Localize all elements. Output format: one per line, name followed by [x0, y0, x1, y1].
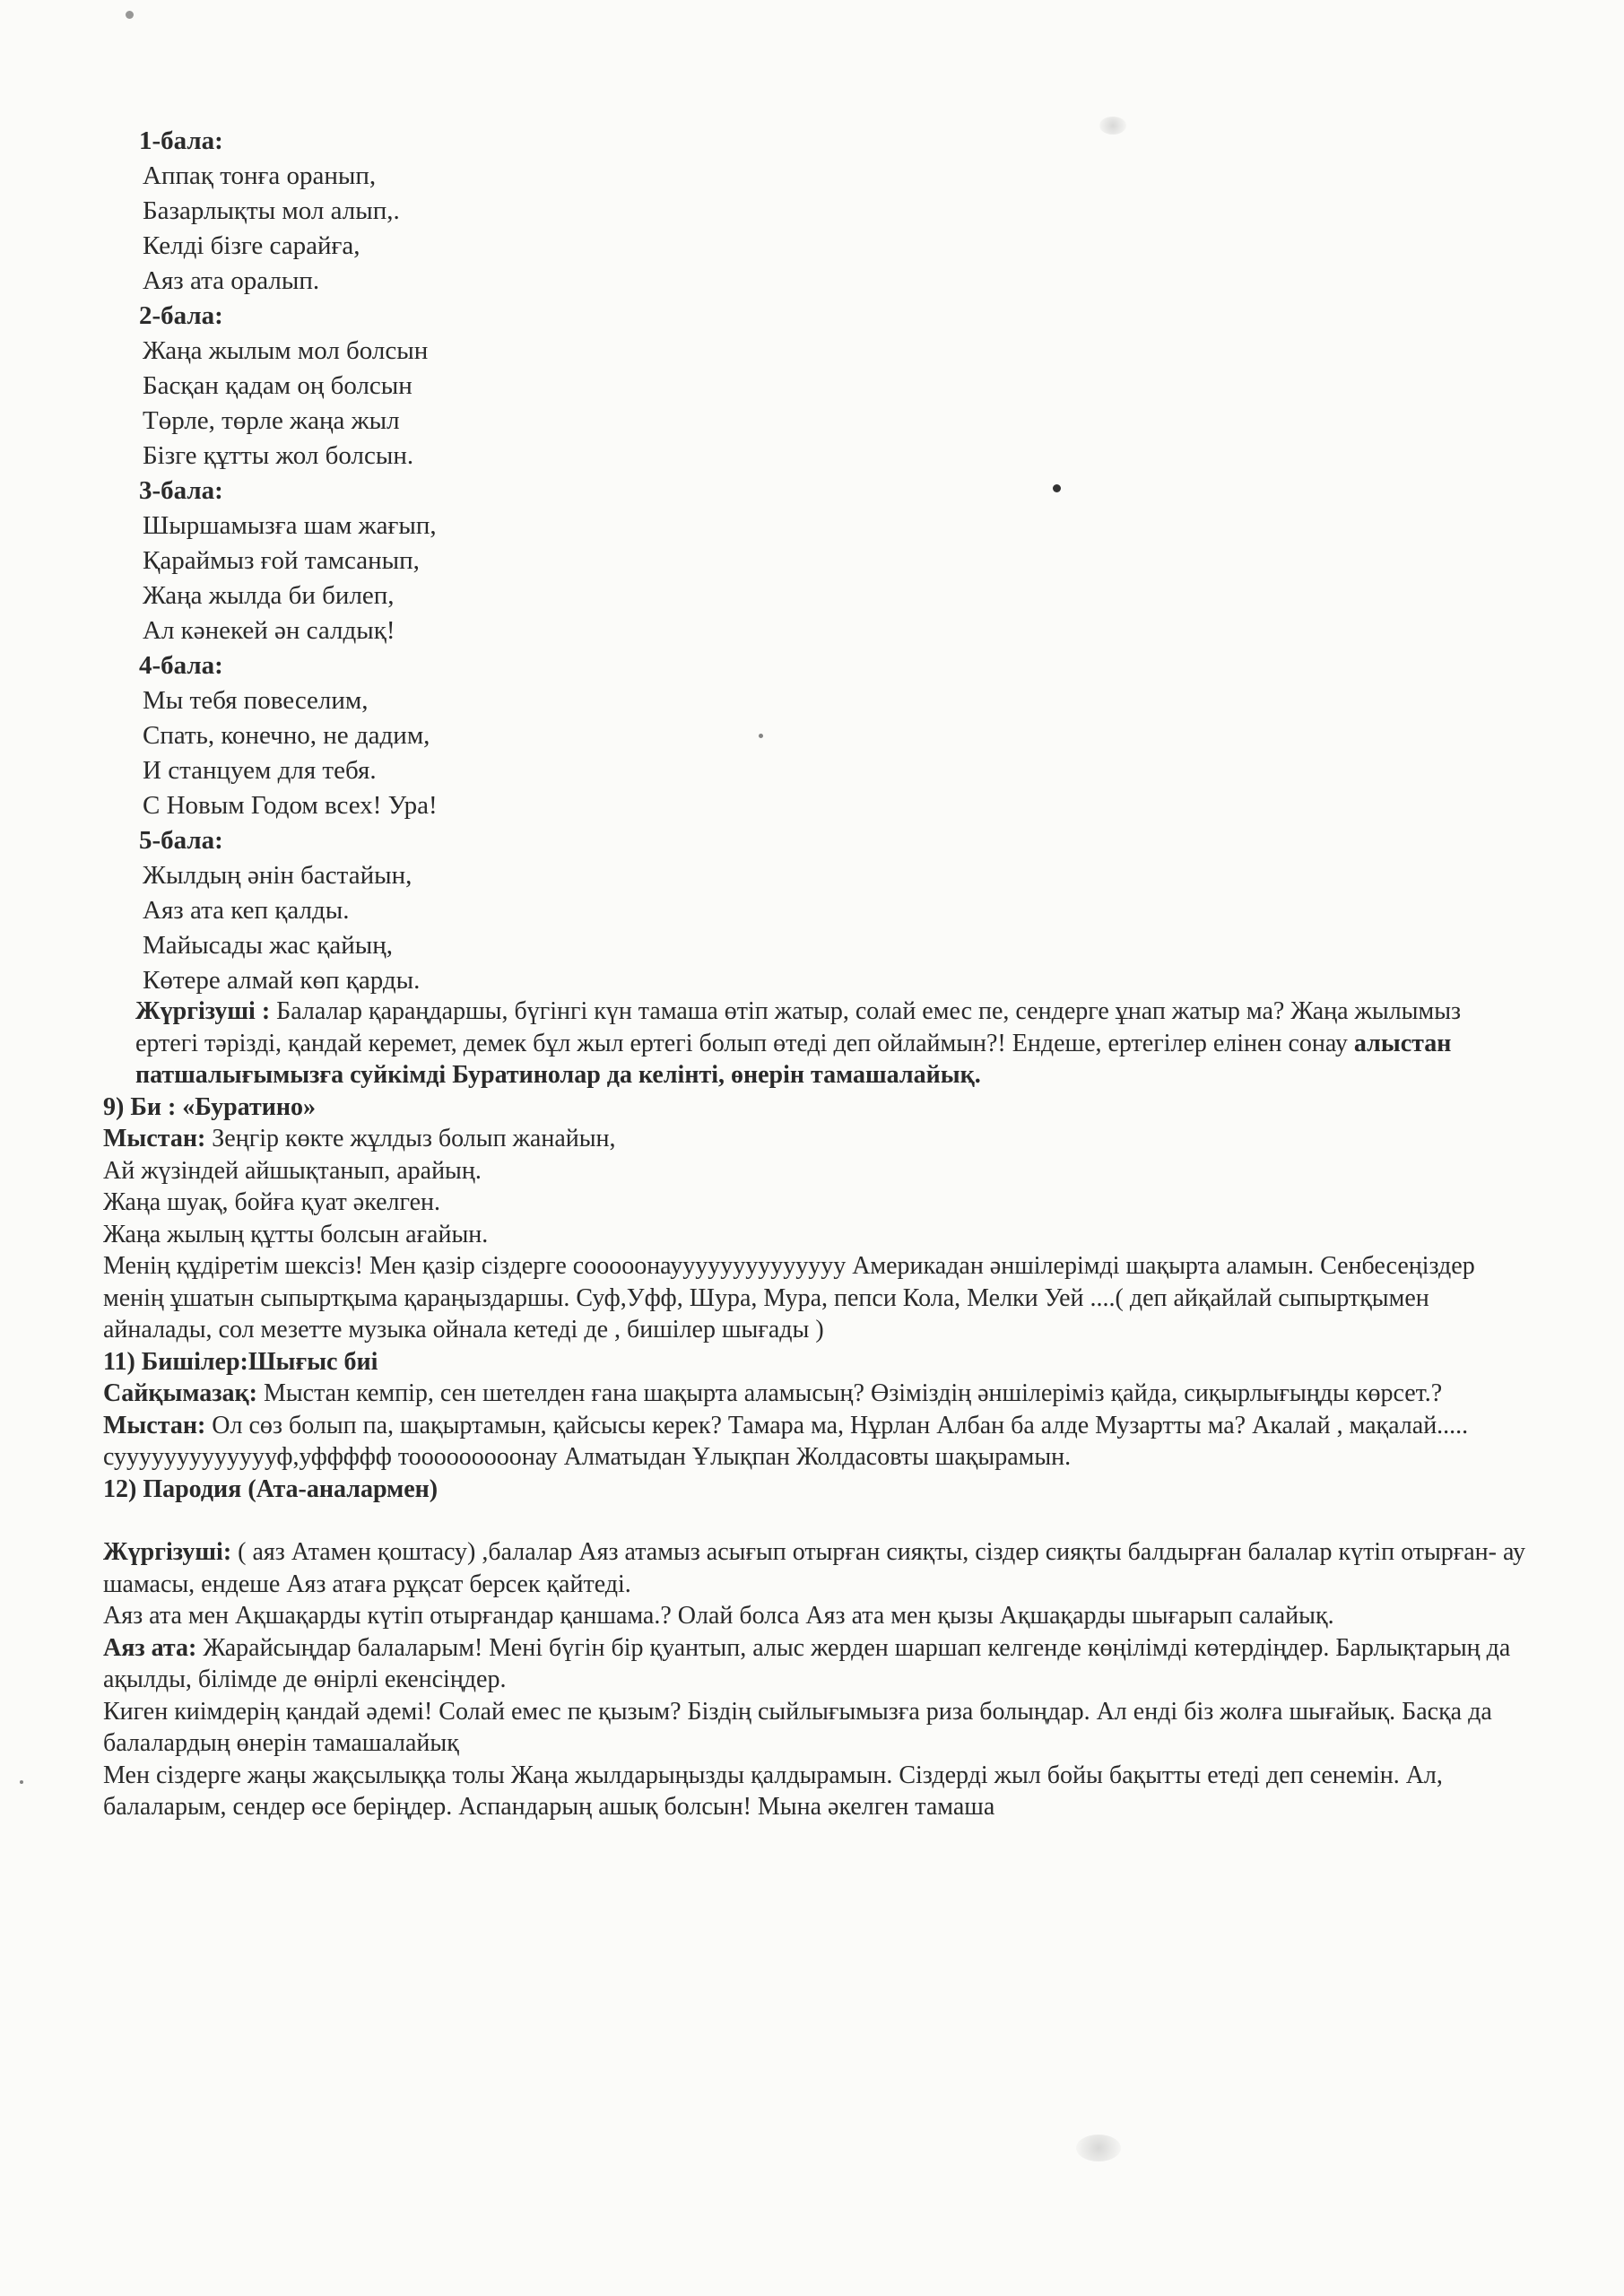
section-heading-9: [103, 1091, 1529, 1124]
poem-line: Мы тебя повеселим,: [143, 686, 369, 715]
saiqymazaq-paragraph: [103, 1378, 1529, 1410]
speaker-label: Жүргізуші :: [135, 997, 271, 1025]
stanza-3: [139, 474, 946, 648]
verse-line: Жаңа жылың құтты болсын ағайын.: [103, 1220, 489, 1248]
stanza-5: [139, 823, 946, 998]
host-paragraph-3: Аяз ата мен Ақшақарды күтіп отырғандар қаншама.? Олай болса Аяз ата мен қызы Ақшақарды шығарып салайық.: [103, 1602, 1334, 1630]
paragraph-bold-text: алыстан патшалығымызға суйкімді Буратинолар да келінті, өнерін тамашалайық.: [135, 1029, 1452, 1089]
stanza-heading: 3-бала:: [139, 476, 223, 505]
speaker-label: Сайқымазақ:: [103, 1379, 257, 1407]
poem-line: Көтере алмай көп қарды.: [143, 966, 421, 995]
poem-line: Аяз ата оралып.: [143, 266, 320, 295]
verse-line: Ай жүзіндей айшықтанып, арайың.: [103, 1156, 482, 1185]
speaker-label: Мыстан:: [103, 1125, 206, 1152]
poem-line: С Новым Годом всех! Ура!: [143, 791, 438, 820]
scan-speck: [20, 1780, 23, 1784]
host-paragraph: [103, 996, 1529, 1091]
poem-line: Төрле, төрле жаңа жыл: [143, 406, 400, 435]
poem-line: Келді бізге сарайға,: [143, 231, 360, 260]
poem-line: Басқан қадам оң болсын: [143, 371, 413, 400]
mystan-verse: [103, 1123, 1529, 1155]
poem-line: Майысады жас қайың,: [143, 931, 394, 960]
mystan-paragraph-2: [103, 1410, 1529, 1474]
spacer: [103, 1505, 1529, 1536]
speaker-label: Мыстан:: [103, 1411, 206, 1439]
poem-line: Бізге құтты жол болсын.: [143, 441, 414, 470]
script-section: [103, 996, 1529, 1823]
verse-line: Зеңгір көкте жұлдыз болып жанайын,: [205, 1125, 616, 1152]
stanza-heading: 5-бала:: [139, 826, 223, 855]
section-heading-text: 12) Пародия (Ата-аналармен): [103, 1474, 439, 1503]
poem-line: Аяз ата кеп қалды.: [143, 896, 350, 925]
poem-line: Шыршамызға шам жағып,: [143, 511, 437, 540]
verse-line: Жаңа шуақ, бойға қуат әкелген.: [103, 1188, 441, 1216]
stanza-4: [139, 648, 946, 823]
paragraph-text: Ол сөз болып па, шақыртамын, қайсысы керек? Тамара ма, Нұрлан Албан ба алде Музартты ма? Акалай , мақалай..... суууууууууууууф,уффффф тооооооооонау Алматыдан Ұлықпан Жолдасовты шақырамын.: [103, 1411, 1469, 1471]
stanza-heading: 2-бала:: [139, 301, 223, 330]
poem-line: Спать, конечно, не дадим,: [143, 721, 430, 750]
poem-line: Базарлықты мол алып,.: [143, 196, 400, 225]
section-heading-11: [103, 1346, 1529, 1378]
stanza-heading: 4-бала:: [139, 651, 223, 680]
paragraph-text: Балалар қараңдаршы, бүгінгі күн тамаша өтіп жатыр, солай емес пе, сендерге ұнап жатыр ма? Жаңа жылымыз ертегі тәрізді, қандай керемет, демек бұл жыл ертегі болып өтеді деп ойлаймын?! Ендеше, ертегілер елінен сонау: [135, 997, 1462, 1057]
scan-smudge: [1076, 2135, 1121, 2161]
ayaz-ata-paragraph-3: Мен сіздерге жаңы жақсылыққа толы Жаңа жылдарыңызды қалдырамын. Сіздерді жыл бойы бақытты етеді деп сенемін. Ал, балаларым, сендер өсе беріңдер. Аспандарың ашық болсын! Мына әкелген тамаша: [103, 1761, 1443, 1821]
poem-line: Жаңа жылым мол болсын: [143, 336, 429, 365]
ayaz-ata-paragraph: [103, 1632, 1529, 1696]
section-heading-text: 9) Би : «Буратино»: [103, 1092, 316, 1121]
poem-line: И станцуем для тебя.: [143, 756, 377, 785]
host-paragraph-2: [103, 1536, 1529, 1600]
poem-line: Жылдың әнін бастайын,: [143, 861, 413, 890]
poem-line: Қараймыз ғой тамсанып,: [143, 546, 420, 575]
poem-line: Жаңа жылда би билеп,: [143, 581, 395, 610]
speaker-label: Аяз ата:: [103, 1633, 197, 1662]
section-heading-text: 11) Бишілер:Шығыс биі: [103, 1347, 378, 1376]
poem-line: Аппақ тонға оранып,: [143, 161, 377, 190]
ayaz-ata-paragraph-2: Киген киімдерің қандай әдемі! Солай емес пе қызым? Біздің сыйлығымызға риза болыңдар. Ал енді біз жолға шығайық. Басқа да балалардың өнерін тамашалайық: [103, 1697, 1492, 1757]
poem-line: Ал кәнекей ән салдық!: [143, 616, 395, 645]
scan-smudge: [1099, 117, 1126, 135]
section-heading-12: [103, 1474, 1529, 1506]
paragraph-text: Жарайсыңдар балаларым! Мені бүгін бір қуантып, алыс жерден шаршап келгенде көңілімді көтердіңдер. Барлықтарың да ақылды, білімде де өнірлі екенсіңдер.: [103, 1633, 1511, 1693]
stanza-heading: 1-бала:: [139, 126, 223, 155]
scan-speck: [126, 11, 134, 19]
mystan-paragraph: Менің құдіретім шексіз! Мен қазір сіздерге сооооонауууууууууууууу Америкадан әншілерімді шақырта аламын. Сенбесеңіздер менің ұшатын сыпыртқыма қараңыздаршы. Суф,Уфф, Шура, Мура, пепси Кола, Мелки Уей ....( деп айқайлай сыпыртқымен айналады, сол мезетте музыка ойнала кетеді де , бишілер шығады ): [103, 1252, 1475, 1344]
paragraph-text: Мыстан кемпір, сен шетелден ғана шақырта аламысың? Өзіміздің әншілеріміз қайда, сиқырлығыңды көрсет.?: [256, 1379, 1443, 1407]
stanza-1: [139, 124, 946, 299]
speaker-label: Жүргізуші:: [103, 1538, 232, 1566]
paragraph-text: ( аяз Атамен қоштасу) ,балалар Аяз атамыз асығып отырған сияқты, сіздер сияқты балдырған балалар күтіп отырған- ау шамасы, ендеше Аяз атаға рұқсат берсек қайтеді.: [103, 1538, 1525, 1598]
stanza-2: [139, 299, 946, 474]
poem-section: [139, 124, 946, 998]
scan-speck: [1053, 484, 1061, 492]
